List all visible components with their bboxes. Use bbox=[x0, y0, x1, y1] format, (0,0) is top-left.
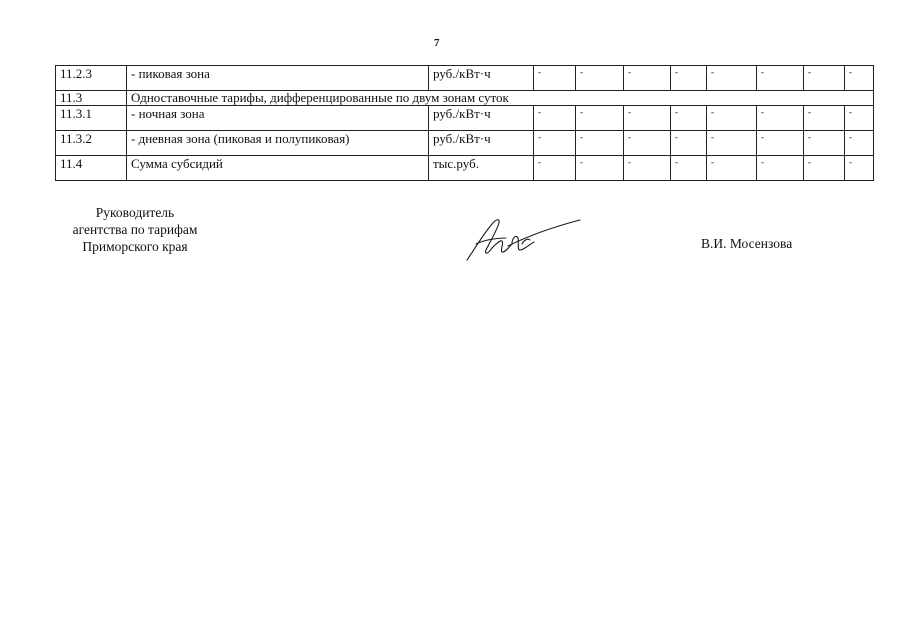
value-cell: - bbox=[534, 156, 576, 181]
row-unit: тыс.руб. bbox=[429, 156, 534, 181]
section-title: Одноставочные тарифы, дифференцированные по двум зонам суток bbox=[127, 91, 874, 106]
value-cell: - bbox=[671, 156, 707, 181]
value-cell: - bbox=[707, 106, 757, 131]
table-section-row bbox=[56, 91, 874, 106]
value-cell: - bbox=[804, 106, 845, 131]
value-cell: - bbox=[671, 106, 707, 131]
value-cell: - bbox=[624, 66, 671, 91]
value-cell: - bbox=[534, 131, 576, 156]
row-name: - ночная зона bbox=[127, 106, 429, 131]
value-cell: - bbox=[804, 66, 845, 91]
value-cell: - bbox=[534, 66, 576, 91]
tariff-table bbox=[55, 65, 874, 181]
value-cell: - bbox=[707, 66, 757, 91]
table-row bbox=[56, 156, 874, 181]
page-number: 7 bbox=[434, 37, 440, 49]
signatory-title-line: агентства по тарифам bbox=[72, 222, 198, 237]
value-cell: - bbox=[576, 131, 624, 156]
row-name: - пиковая зона bbox=[127, 66, 429, 91]
row-unit: руб./кВт·ч bbox=[429, 131, 534, 156]
value-cell: - bbox=[845, 106, 874, 131]
row-code: 11.3.2 bbox=[56, 131, 127, 156]
value-cell: - bbox=[804, 156, 845, 181]
signatory-title-line: Руководитель bbox=[95, 205, 175, 220]
row-unit: руб./кВт·ч bbox=[429, 106, 534, 131]
row-code: 11.2.3 bbox=[56, 66, 127, 91]
value-cell: - bbox=[845, 131, 874, 156]
handwritten-signature bbox=[462, 210, 587, 270]
value-cell: - bbox=[576, 106, 624, 131]
value-cell: - bbox=[576, 156, 624, 181]
signatory-title-line: Приморского края bbox=[82, 239, 188, 254]
table-row bbox=[56, 131, 874, 156]
value-cell: - bbox=[707, 131, 757, 156]
value-cell: - bbox=[757, 156, 804, 181]
value-cell: - bbox=[671, 131, 707, 156]
row-code: 11.3 bbox=[56, 91, 127, 106]
value-cell: - bbox=[576, 66, 624, 91]
value-cell: - bbox=[624, 131, 671, 156]
value-cell: - bbox=[624, 156, 671, 181]
value-cell: - bbox=[757, 106, 804, 131]
row-code: 11.3.1 bbox=[56, 106, 127, 131]
value-cell: - bbox=[707, 156, 757, 181]
value-cell: - bbox=[534, 106, 576, 131]
value-cell: - bbox=[671, 66, 707, 91]
row-code: 11.4 bbox=[56, 156, 127, 181]
value-cell: - bbox=[624, 106, 671, 131]
table-row bbox=[56, 106, 874, 131]
signatory-title bbox=[60, 204, 210, 255]
row-unit: руб./кВт·ч bbox=[429, 66, 534, 91]
row-name: - дневная зона (пиковая и полупиковая) bbox=[127, 131, 429, 156]
value-cell: - bbox=[804, 131, 845, 156]
signatory-name: В.И. Мосензова bbox=[701, 236, 793, 251]
table-row bbox=[56, 66, 874, 91]
row-name: Сумма субсидий bbox=[127, 156, 429, 181]
value-cell: - bbox=[757, 66, 804, 91]
value-cell: - bbox=[845, 156, 874, 181]
value-cell: - bbox=[845, 66, 874, 91]
value-cell: - bbox=[757, 131, 804, 156]
